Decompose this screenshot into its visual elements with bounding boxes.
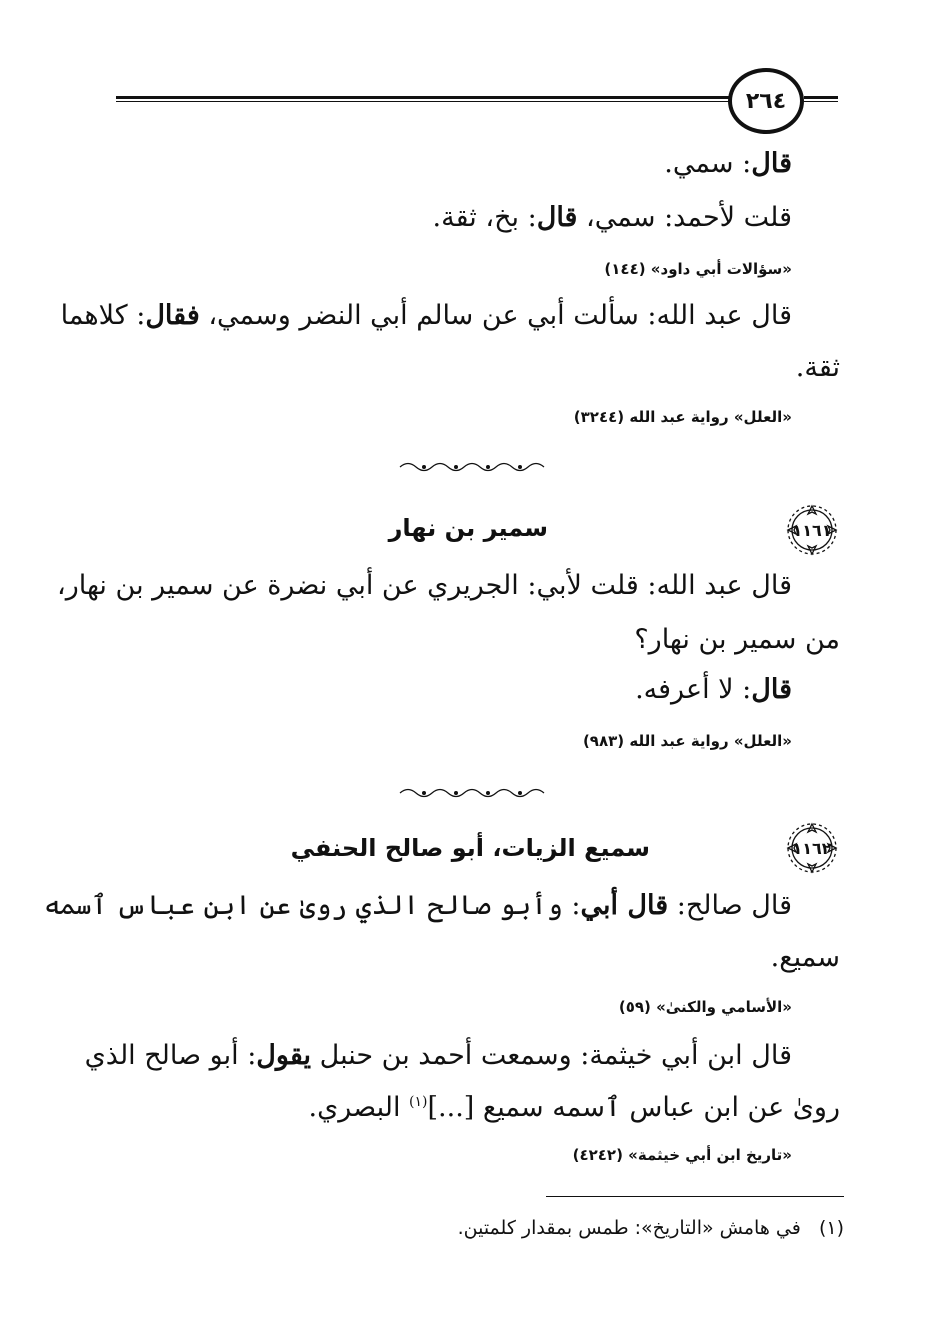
text-run: البصري. bbox=[308, 1092, 410, 1123]
source-citation: «الأسامي والكنىٰ» (٥٩) bbox=[618, 998, 792, 1016]
entry-title: سمير بن نهار bbox=[388, 514, 548, 542]
source-citation: «سؤالات أبي داود» (١٤٤) bbox=[604, 260, 792, 278]
text-run: : أبو صالح الذي bbox=[84, 1040, 257, 1071]
footnote-reference: (١) bbox=[409, 1094, 428, 1110]
header-rule-right bbox=[804, 101, 838, 102]
header-rule bbox=[116, 101, 730, 102]
text-run: قال ابن أبي خيثمة: وسمعت أحمد بن حنبل bbox=[311, 1040, 792, 1071]
text-run: قال عبد الله: قلت لأبي: الجريري عن أبي نضرة عن سمير بن نهار، bbox=[57, 570, 792, 601]
text-line bbox=[433, 202, 792, 233]
text-line bbox=[57, 570, 792, 601]
source-citation: «العلل» رواية عبد الله (٩٨٣) bbox=[582, 732, 792, 750]
text-line bbox=[664, 148, 792, 179]
source-citation: «تاريخ ابن أبي خيثمة» (٤٢٤٢) bbox=[572, 1146, 792, 1164]
text-run: قال عبد الله: سألت أبي عن سالم أبي النضر وسمي، bbox=[199, 300, 792, 331]
text-run: : لا أعرفه. bbox=[635, 674, 752, 705]
text-run: سميع. bbox=[770, 942, 840, 973]
text-line bbox=[771, 942, 840, 973]
page-number-badge bbox=[728, 68, 804, 134]
text-line bbox=[309, 1092, 840, 1123]
speaker-label: قال bbox=[751, 148, 792, 179]
entry-number-badge bbox=[782, 504, 842, 556]
text-line bbox=[635, 674, 792, 705]
text-line bbox=[61, 300, 792, 331]
entry-number: ١١٦١ bbox=[792, 520, 832, 540]
speaker-label: فقال bbox=[145, 300, 200, 331]
footnote-rule bbox=[546, 1196, 844, 1197]
entry-number: ١١٦٢ bbox=[792, 838, 832, 858]
speaker-label: قال bbox=[536, 202, 578, 233]
text-run: روىٰ عن ابن عباس ٱسمه سميع [...] bbox=[427, 1092, 840, 1123]
header-rule bbox=[116, 96, 730, 99]
source-citation: «العلل» رواية عبد الله (٣٢٤٤) bbox=[573, 408, 792, 426]
footnote-text: في هامش «التاريخ»: طمس بمقدار كلمتين. bbox=[457, 1217, 801, 1239]
speaker-label: قال أبي bbox=[580, 890, 669, 921]
text-run: ثقة. bbox=[795, 352, 840, 383]
text-run: : كلاهما bbox=[60, 300, 146, 331]
text-run: قال صالح: bbox=[668, 890, 792, 921]
speaker-label: يقول bbox=[256, 1040, 312, 1071]
speaker-label: قال bbox=[751, 674, 792, 705]
entry-number-badge bbox=[782, 822, 842, 874]
text-run: : بخ، ثقة. bbox=[432, 202, 537, 233]
ornament-divider bbox=[395, 786, 555, 800]
text-line bbox=[44, 890, 792, 921]
text-line bbox=[634, 624, 840, 655]
text-run: من سمير بن نهار؟ bbox=[634, 624, 840, 655]
text-run: قلت لأحمد: سمي، bbox=[577, 202, 792, 233]
page-number: ٢٦٤ bbox=[745, 88, 787, 114]
entry-title: سميع الزيات، أبو صالح الحنفي bbox=[290, 834, 650, 862]
header-rule-right bbox=[804, 96, 838, 99]
footnote-marker: (١) bbox=[818, 1217, 844, 1239]
footnote bbox=[458, 1217, 844, 1239]
text-run: : وأبو صالح الذي روىٰ عن ابن عباس ٱسمه bbox=[43, 890, 581, 921]
text-line bbox=[85, 1040, 792, 1071]
text-line bbox=[796, 352, 840, 383]
ornament-divider bbox=[395, 460, 555, 474]
text-run: : سمي. bbox=[664, 148, 752, 179]
